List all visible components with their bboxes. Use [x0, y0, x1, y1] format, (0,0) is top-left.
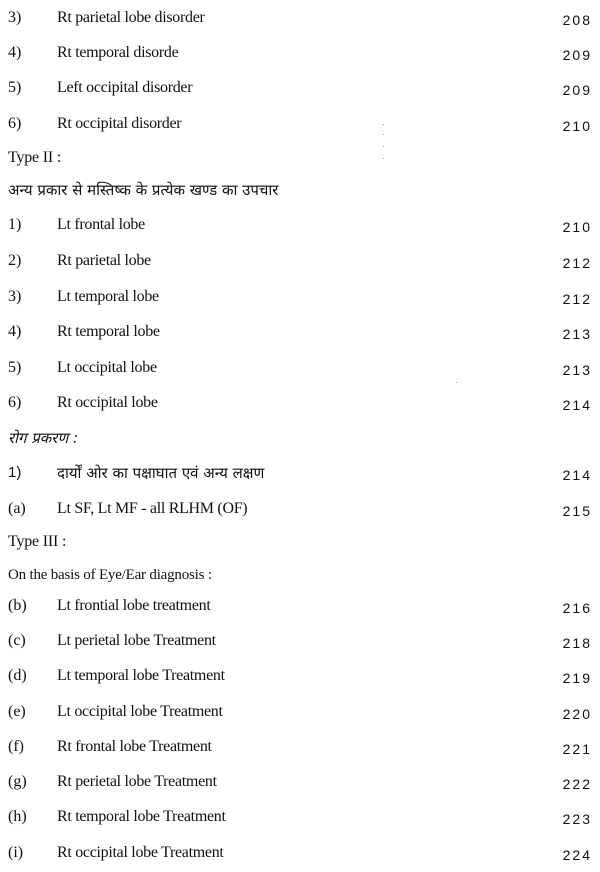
entry-number: (d)	[8, 667, 27, 684]
toc-entry	[0, 320, 600, 344]
entry-number: 3)	[8, 288, 22, 305]
toc-entry	[0, 841, 600, 865]
toc-entry	[0, 805, 600, 829]
entry-number: 4)	[8, 44, 22, 61]
entry-page-number: 210	[562, 118, 592, 134]
entry-title: Lt temporal lobe	[57, 288, 159, 305]
entry-number: (e)	[8, 703, 26, 720]
section-heading-rog-prakaran: रोग प्रकरण :	[8, 429, 79, 447]
entry-number: 5)	[8, 79, 22, 96]
entry-title: Rt temporal lobe	[57, 323, 160, 340]
entry-title: Lt temporal lobe Treatment	[57, 667, 225, 684]
entry-title: Lt perietal lobe Treatment	[57, 632, 216, 649]
entry-title: दार्यों ओर का पक्षाघात एवं अन्य लक्षण	[57, 464, 265, 482]
entry-page-number: 213	[562, 326, 592, 342]
entry-number: (h)	[8, 808, 27, 825]
entry-number: (a)	[8, 500, 26, 517]
entry-page-number: 224	[562, 847, 592, 863]
entry-title: Rt occipital disorder	[57, 115, 182, 132]
entry-title: Rt occipital lobe	[57, 394, 158, 411]
toc-entry	[0, 770, 600, 794]
entry-number: 1)	[8, 464, 22, 481]
toc-entry	[0, 76, 600, 100]
toc-entry	[0, 664, 600, 688]
toc-entry	[0, 700, 600, 724]
entry-page-number: 209	[562, 47, 592, 63]
entry-page-number: 212	[562, 255, 592, 271]
entry-title: Lt occipital lobe Treatment	[57, 703, 223, 720]
toc-entry	[0, 356, 600, 380]
entry-page-number: 219	[562, 670, 592, 686]
entry-page-number: 208	[562, 12, 592, 28]
entry-title: Rt frontal lobe Treatment	[57, 738, 212, 755]
section-subtitle-type-3: On the basis of Eye/Ear diagnosis :	[8, 567, 212, 583]
toc-entry	[0, 6, 600, 30]
entry-title: Rt occipital lobe Treatment	[57, 844, 224, 861]
entry-page-number: 223	[562, 811, 592, 827]
entry-title: Lt frontial lobe treatment	[57, 597, 211, 614]
toc-entry	[0, 735, 600, 759]
section-heading-type-2: Type II :	[8, 149, 62, 166]
toc-entry	[0, 391, 600, 415]
scan-speck	[383, 146, 384, 147]
section-heading-type-3: Type III :	[8, 533, 67, 550]
scan-speck	[456, 382, 457, 383]
entry-number: 6)	[8, 394, 22, 411]
toc-entry	[0, 497, 600, 521]
entry-title: Rt temporal disorde	[57, 44, 179, 61]
entry-number: (i)	[8, 844, 24, 861]
entry-number: 6)	[8, 115, 22, 132]
entry-page-number: 212	[562, 291, 592, 307]
entry-title: Lt SF, Lt MF - all RLHM (OF)	[57, 500, 248, 517]
entry-page-number: 221	[562, 741, 592, 757]
entry-number: (g)	[8, 773, 27, 790]
scan-speck	[383, 134, 384, 135]
entry-title: Lt occipital lobe	[57, 359, 157, 376]
entry-page-number: 215	[562, 503, 592, 519]
entry-title: Rt parietal lobe disorder	[57, 9, 205, 26]
toc-entry	[0, 249, 600, 273]
entry-number: 3)	[8, 9, 22, 26]
toc-entry	[0, 41, 600, 65]
entry-page-number: 216	[562, 600, 592, 616]
entry-page-number: 220	[562, 706, 592, 722]
entry-number: 1)	[8, 216, 22, 233]
entry-title: Rt parietal lobe	[57, 252, 151, 269]
entry-number: 5)	[8, 359, 22, 376]
scan-speck	[383, 124, 384, 125]
entry-number: (c)	[8, 632, 26, 649]
toc-entry	[0, 112, 600, 136]
toc-entry	[0, 285, 600, 309]
entry-number: 4)	[8, 323, 22, 340]
toc-entry	[0, 594, 600, 618]
toc-entry	[0, 461, 600, 485]
entry-page-number: 214	[562, 467, 592, 483]
entry-number: 2)	[8, 252, 22, 269]
toc-entry	[0, 629, 600, 653]
entry-page-number: 210	[562, 219, 592, 235]
section-subtitle-hindi: अन्य प्रकार से मस्तिष्क के प्रत्येक खण्ड का उपचार	[8, 181, 279, 199]
entry-page-number: 213	[562, 362, 592, 378]
entry-title: Lt frontal lobe	[57, 216, 145, 233]
entry-page-number: 214	[562, 397, 592, 413]
toc-entry	[0, 213, 600, 237]
entry-title: Left occipital disorder	[57, 79, 193, 96]
entry-title: Rt temporal lobe Treatment	[57, 808, 226, 825]
entry-title: Rt perietal lobe Treatment	[57, 773, 217, 790]
entry-page-number: 222	[562, 776, 592, 792]
entry-number: (f)	[8, 738, 24, 755]
entry-number: (b)	[8, 597, 27, 614]
scan-speck	[383, 158, 384, 159]
entry-page-number: 218	[562, 635, 592, 651]
entry-page-number: 209	[562, 82, 592, 98]
